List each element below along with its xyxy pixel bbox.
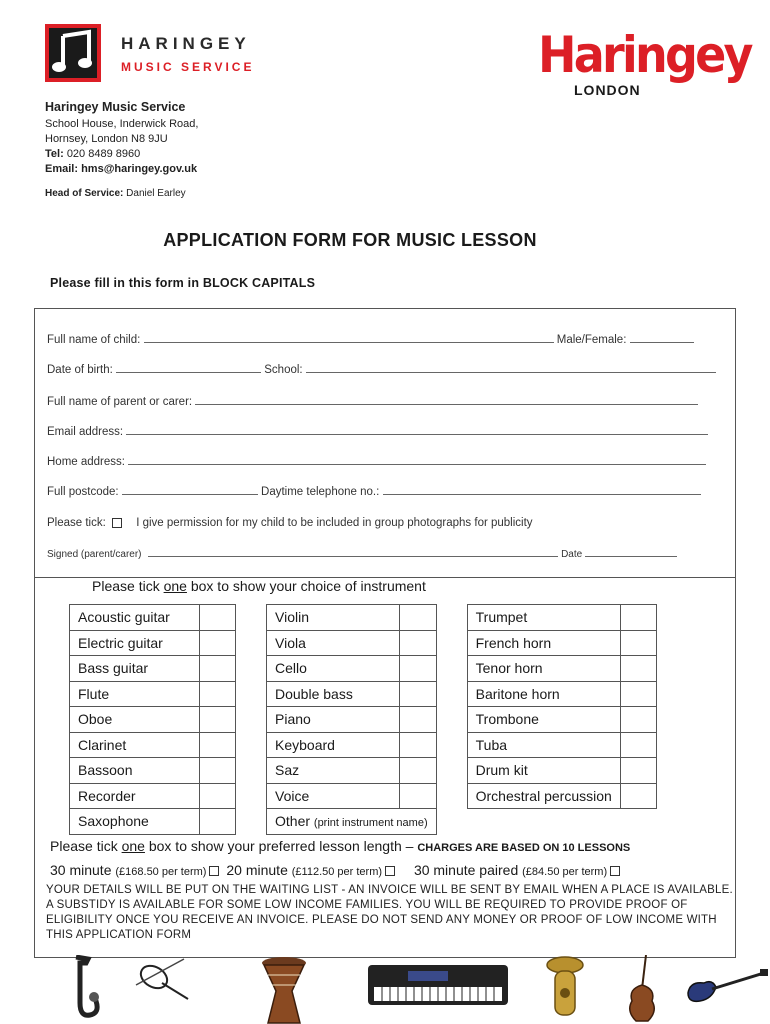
instrument-tick-box[interactable] — [399, 758, 436, 784]
table-row — [70, 783, 657, 809]
column-gap — [436, 758, 467, 784]
table-row — [70, 605, 657, 631]
table-row — [70, 681, 657, 707]
email-field[interactable] — [126, 425, 708, 435]
email-label: Email address: — [47, 426, 124, 438]
instrument-tick-box[interactable] — [399, 605, 436, 631]
instrument-tick-box[interactable] — [620, 809, 656, 835]
signed-label: Signed (parent/carer) — [47, 549, 142, 560]
lesson-heading: Please tick one box to show your preferred lesson length – CHARGES ARE BASED ON 10 LESSONS — [50, 838, 631, 854]
page-title: APPLICATION FORM FOR MUSIC LESSON — [163, 230, 537, 250]
phone-label: Daytime telephone no.: — [261, 486, 380, 498]
instrument-name: Double bass — [267, 681, 400, 707]
haringey-london-logo — [538, 26, 751, 106]
music-note-icon — [49, 28, 97, 78]
instrument-tick-box[interactable] — [620, 681, 656, 707]
instrument-name: Recorder — [70, 783, 200, 809]
email-row — [47, 425, 708, 438]
instrument-tick-box[interactable] — [399, 681, 436, 707]
instrument-name: Clarinet — [70, 732, 200, 758]
gender-field[interactable] — [630, 333, 694, 343]
child-name-row — [47, 333, 694, 346]
instrument-name: Voice — [267, 783, 400, 809]
column-gap — [436, 732, 467, 758]
option-30-minute: 30 minute (£168.50 per term) — [50, 862, 207, 878]
instrument-name: Cello — [267, 656, 400, 682]
column-gap — [236, 809, 267, 835]
other-note: (print instrument name) — [313, 817, 428, 830]
tuba-icon — [543, 955, 587, 1024]
instrument-name: Other (print instrument name) — [267, 809, 437, 835]
telephone: Tel: 020 8489 8960 — [45, 148, 141, 160]
postcode-field[interactable] — [122, 485, 258, 495]
instrument-name: Saz — [267, 758, 400, 784]
permission-text: I give permission for my child to be included in group photographs for publicity — [136, 517, 533, 529]
instrument-pictures — [0, 955, 770, 1024]
column-gap — [436, 783, 467, 809]
instrument-tick-box[interactable] — [620, 656, 656, 682]
logo-title: HARINGEY — [121, 34, 251, 53]
instrument-name: Drum kit — [467, 758, 620, 784]
option-30-minute-paired: 30 minute paired (£84.50 per term) — [413, 862, 608, 878]
table-row — [70, 656, 657, 682]
charges-note: CHARGES ARE BASED ON 10 LESSONS — [417, 842, 631, 854]
instrument-name: Orchestral percussion — [467, 783, 620, 809]
instrument-tick-box[interactable] — [399, 656, 436, 682]
table-row — [70, 732, 657, 758]
option-30-minute-paired-checkbox[interactable] — [610, 866, 620, 876]
gender-label: Male/Female: — [556, 334, 627, 346]
dob-row — [47, 363, 716, 376]
saxophone-icon — [56, 955, 106, 1024]
permission-checkbox[interactable] — [112, 518, 122, 528]
instrument-name: Saxophone — [70, 809, 200, 835]
djembe-icon — [258, 955, 310, 1024]
instrument-name: Bassoon — [70, 758, 200, 784]
postcode-row — [47, 485, 701, 498]
table-row — [70, 630, 657, 656]
instrument-tick-box[interactable] — [620, 732, 656, 758]
instrument-name: Keyboard — [267, 732, 400, 758]
child-name-field[interactable] — [144, 333, 554, 343]
org-name: Haringey Music Service — [45, 100, 186, 114]
date-label: Date — [561, 549, 583, 560]
instrument-name: Trombone — [467, 707, 620, 733]
instrument-name — [467, 809, 620, 835]
column-gap — [436, 656, 467, 682]
instrument-table — [69, 604, 657, 835]
instrument-name: Bass guitar — [70, 656, 200, 682]
address-block — [45, 100, 198, 177]
parent-label: Full name of parent or carer: — [47, 396, 193, 408]
column-gap — [436, 707, 467, 733]
school-field[interactable] — [306, 363, 716, 373]
instrument-tick-box[interactable] — [620, 605, 656, 631]
instrument-name: Tuba — [467, 732, 620, 758]
column-gap — [236, 630, 267, 656]
school-label: School: — [264, 364, 303, 376]
option-30-minute-checkbox[interactable] — [209, 866, 219, 876]
waiting-list-notice: YOUR DETAILS WILL BE PUT ON THE WAITING LIST - AN INVOICE WILL BE SENT BY EMAIL WHEN A PLACE IS AVAILABLE. A SUBSTIDY IS AVAILABLE FOR SOME LOW INCOME FAMILIES. YOU WILL BE REQUIRED TO PROVIDE PROOF OF ELIGIBILITY ONCE YOU RECEIVE AN INVOICE. PLEASE DO NOT SEND ANY MONEY OR PROOF OF LOW INCOME WITH THIS APPLICATION FORM — [46, 884, 733, 941]
instrument-tick-box[interactable] — [399, 732, 436, 758]
signature-row — [47, 547, 677, 560]
page-subtitle: Please fill in this form in BLOCK CAPITALS — [50, 276, 316, 290]
instrument-tick-box[interactable] — [200, 656, 236, 682]
permission-row — [47, 517, 533, 529]
instrument-tick-box[interactable] — [200, 758, 236, 784]
head-of-service: Head of Service: Daniel Earley — [45, 188, 186, 199]
instrument-tick-box[interactable] — [620, 783, 656, 809]
instrument-name: Tenor horn — [467, 656, 620, 682]
dob-label: Date of birth: — [47, 364, 113, 376]
table-row — [70, 809, 657, 835]
column-gap — [436, 605, 467, 631]
column-gap — [236, 707, 267, 733]
email: Email: hms@haringey.gov.uk — [45, 163, 198, 175]
logo-subtitle: MUSIC SERVICE — [121, 60, 255, 74]
instrument-name: Acoustic guitar — [70, 605, 200, 631]
column-gap — [236, 732, 267, 758]
instrument-tick-box[interactable] — [399, 630, 436, 656]
instrument-name: Electric guitar — [70, 630, 200, 656]
hms-logo-mark — [45, 24, 101, 82]
column-gap — [436, 809, 467, 835]
option-20-minute-checkbox[interactable] — [385, 866, 395, 876]
details-form — [34, 308, 736, 578]
column-gap — [236, 783, 267, 809]
lesson-options — [50, 862, 623, 878]
child-name-label: Full name of child: — [47, 334, 141, 346]
instrument-tick-box[interactable] — [399, 783, 436, 809]
instrument-tick-box[interactable] — [620, 630, 656, 656]
postcode-label: Full postcode: — [47, 486, 119, 498]
column-gap — [436, 630, 467, 656]
violin-icon — [132, 955, 192, 1005]
home-address-row — [47, 455, 706, 468]
parent-row — [47, 395, 698, 408]
instrument-name: French horn — [467, 630, 620, 656]
dob-field[interactable] — [116, 363, 261, 373]
home-address-field[interactable] — [128, 455, 706, 465]
instrument-tick-box[interactable] — [200, 809, 236, 835]
column-gap — [236, 758, 267, 784]
instrument-name: Piano — [267, 707, 400, 733]
column-gap — [236, 605, 267, 631]
instrument-name: Oboe — [70, 707, 200, 733]
instrument-heading: Please tick one box to show your choice of instrument — [92, 578, 426, 594]
instrument-tick-box[interactable] — [620, 707, 656, 733]
parent-field[interactable] — [195, 395, 698, 405]
home-address-label: Home address: — [47, 456, 125, 468]
column-gap — [436, 681, 467, 707]
instrument-name: Trumpet — [467, 605, 620, 631]
instrument-tick-box[interactable] — [200, 732, 236, 758]
hms-logo — [45, 20, 270, 82]
instrument-tick-box[interactable] — [200, 681, 236, 707]
instrument-tick-box[interactable] — [620, 758, 656, 784]
phone-field[interactable] — [383, 485, 701, 495]
council-logo-sub: LONDON — [574, 82, 641, 98]
table-row — [70, 758, 657, 784]
date-field[interactable] — [585, 547, 677, 557]
column-gap — [236, 681, 267, 707]
instrument-tick-box[interactable] — [399, 707, 436, 733]
address-line-2: Hornsey, London N8 9JU — [45, 133, 168, 145]
council-logo-word: Haringey — [538, 26, 751, 84]
address-line-1: School House, Inderwick Road, — [45, 118, 199, 130]
bass-guitar-icon — [684, 967, 770, 1007]
column-gap — [236, 656, 267, 682]
option-20-minute: 20 minute (£112.50 per term) — [226, 862, 383, 878]
tick-label: Please tick: — [47, 517, 106, 529]
cello-icon — [624, 955, 660, 1024]
instrument-tick-box[interactable] — [200, 707, 236, 733]
keyboard-icon — [368, 965, 508, 1005]
instrument-name: Violin — [267, 605, 400, 631]
table-row — [70, 707, 657, 733]
instrument-name: Flute — [70, 681, 200, 707]
instrument-tick-box[interactable] — [200, 783, 236, 809]
instrument-tick-box[interactable] — [200, 630, 236, 656]
signature-field[interactable] — [148, 547, 558, 557]
instrument-tick-box[interactable] — [200, 605, 236, 631]
instrument-name: Viola — [267, 630, 400, 656]
instrument-name: Baritone horn — [467, 681, 620, 707]
